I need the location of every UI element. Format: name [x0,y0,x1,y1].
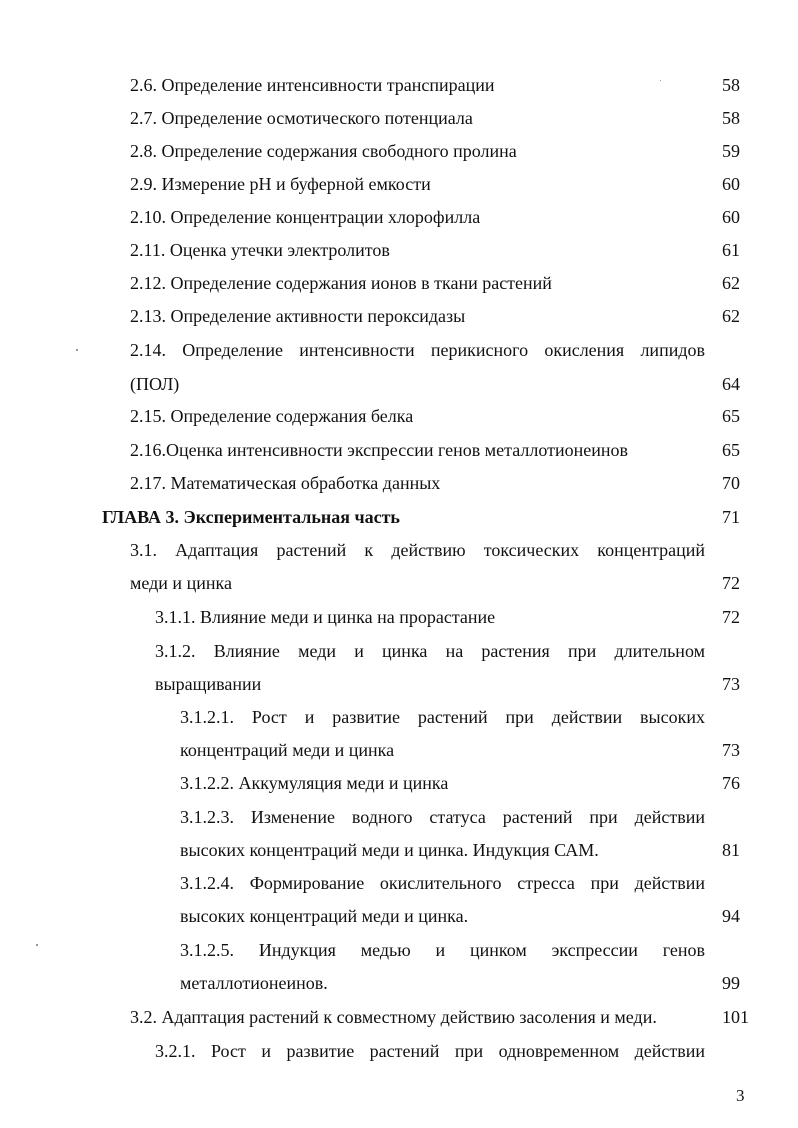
toc-entry-3-1-1: 3.1.1. Влияние меди и цинка на прорастание [155,607,496,627]
toc-page-3-1-1: 72 [722,607,740,627]
toc-page-3-1-2-5: 99 [722,973,740,993]
toc-entry-3-2: 3.2. Адаптация растений к совместному действию засоления и меди. [130,1007,657,1027]
toc-page-3-1: 72 [722,573,740,593]
toc-entry-3-1-2-2: 3.1.2.2. Аккумуляция меди и цинка [180,773,449,793]
toc-page-2-9: 60 [722,174,740,194]
toc-page-3-1-2-1: 73 [722,740,740,760]
toc-entry-3-1-2-3: 3.1.2.3. Изменение водного статуса растений при действии [180,807,705,827]
toc-page-3-1-2: 73 [722,674,740,694]
toc-entry-3-1-2: 3.1.2. Влияние меди и цинка на растения при длительном [155,641,705,661]
toc-entry-2-11: 2.11. Оценка утечки электролитов [130,240,390,260]
toc-entry-3-2-1: 3.2.1. Рост и развитие растений при одновременном действии [155,1041,705,1061]
toc-page-3-1-2-2: 76 [722,773,740,793]
toc-entry-2-10: 2.10. Определение концентрации хлорофилла [130,207,481,227]
toc-entry-3-1-2-cont: выращивании [155,674,262,694]
toc-chapter-3: ГЛАВА 3. Экспериментальная часть [102,507,400,527]
toc-page-2-10: 60 [722,207,740,227]
toc-entry-2-12: 2.12. Определение содержания ионов в ткани растений [130,273,552,293]
toc-page-2-13: 62 [722,306,740,326]
toc-page-3-1-2-4: 94 [722,906,740,926]
toc-entry-3-1-2-1-cont: концентраций меди и цинка [180,740,395,760]
scan-speck [660,80,661,81]
toc-page-2-16: 65 [722,440,740,460]
toc-entry-2-14: 2.14. Определение интенсивности перикисного окисления липидов [130,340,705,360]
toc-entry-2-15: 2.15. Определение содержания белка [130,406,414,426]
toc-page-2-11: 61 [722,240,740,260]
toc-page-3-1-2-3: 81 [722,840,740,860]
toc-entry-3-1-2-5: 3.1.2.5. Индукция медью и цинком экспрессии генов [180,940,705,960]
toc-entry-3-1-2-3-cont: высоких концентраций меди и цинка. Индукция САМ. [180,840,599,860]
toc-entry-3-1-2-4-cont: высоких концентраций меди и цинка. [180,906,469,926]
toc-entry-2-6: 2.6. Определение интенсивности транспирации [130,75,495,95]
toc-entry-2-16: 2.16.Оценка интенсивности экспрессии генов металлотионеинов [130,440,628,460]
toc-page-3-2: 101 [722,1007,749,1027]
toc-entry-2-17: 2.17. Математическая обработка данных [130,473,441,493]
scan-speck [76,349,78,351]
toc-entry-3-1: 3.1. Адаптация растений к действию токсических концентраций [130,540,705,560]
toc-entry-2-8: 2.8. Определение содержания свободного пролина [130,141,517,161]
toc-page-2-17: 70 [722,473,740,493]
toc-page-2-8: 59 [722,141,740,161]
toc-entry-3-1-2-5-cont: металлотионеинов. [180,973,328,993]
toc-page-2-6: 58 [722,75,740,95]
scan-speck [36,944,38,946]
toc-entry-3-1-cont: меди и цинка [130,573,232,593]
toc-entry-2-13: 2.13. Определение активности пероксидазы [130,306,466,326]
page-number: 3 [736,1086,745,1105]
toc-page-2-15: 65 [722,406,740,426]
toc-page-chapter-3: 71 [722,507,740,527]
toc-page-2-12: 62 [722,273,740,293]
toc-entry-3-1-2-4: 3.1.2.4. Формирование окислительного стресса при действии [180,873,705,893]
toc-page-2-7: 58 [722,108,740,128]
toc-entry-2-7: 2.7. Определение осмотического потенциала [130,108,473,128]
toc-page-2-14: 64 [722,374,740,394]
toc-entry-3-1-2-1: 3.1.2.1. Рост и развитие растений при действии высоких [180,707,705,727]
toc-entry-2-14-cont: (ПОЛ) [130,374,180,394]
toc-entry-2-9: 2.9. Измерение pH и буферной емкости [130,174,431,194]
